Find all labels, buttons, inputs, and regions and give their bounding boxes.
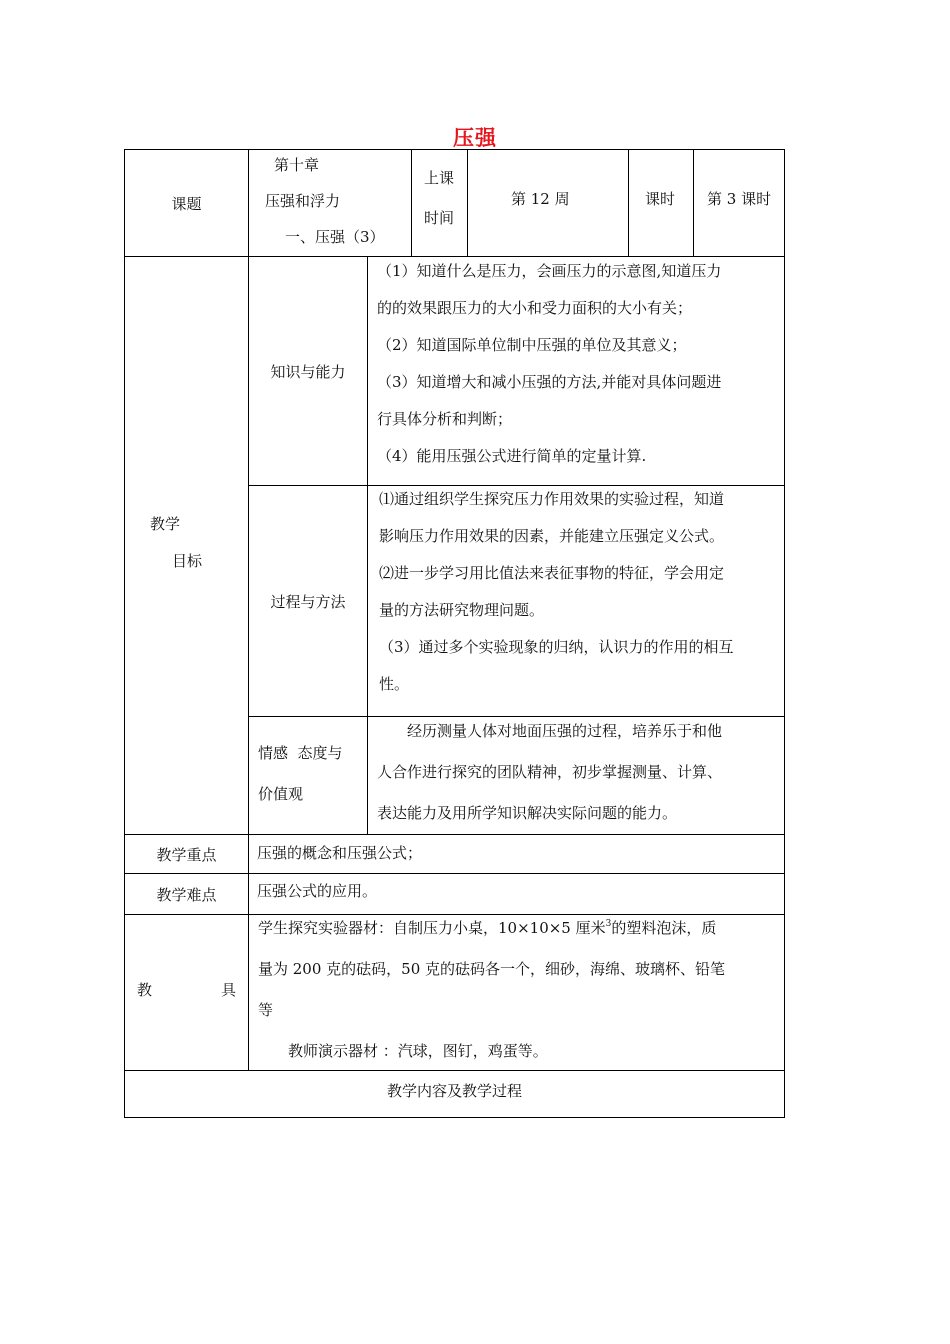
class-time-label-1: 上课 xyxy=(424,169,455,187)
difficulty-label: 教学难点 xyxy=(156,885,217,904)
knowledge-line: 行具体分析和判断； xyxy=(377,410,513,428)
week-cell xyxy=(467,149,629,257)
key-point-label: 教学重点 xyxy=(156,845,217,864)
knowledge-line: （3）知道增大和减小压强的方法,并能对具体问题进 xyxy=(377,373,722,391)
period-label-cell xyxy=(628,149,694,257)
subject-label: 课题 xyxy=(171,194,202,213)
cubic-superscript: 3 xyxy=(605,919,612,929)
knowledge-line: （1）知道什么是压力，会画压力的示意图,知道压力 xyxy=(377,262,722,280)
class-time-label-cell xyxy=(411,149,468,257)
knowledge-line: 的的效果跟压力的大小和受力面积的大小有关； xyxy=(377,299,693,317)
knowledge-line: （4）能用压强公式进行简单的定量计算. xyxy=(377,447,647,465)
page-title: 压强 xyxy=(453,126,497,150)
equipment-label-1: 教 xyxy=(137,981,153,999)
chapter-line-3: 一、压强（3） xyxy=(285,228,385,246)
process-line: ⑵进一步学习用比值法来表征事物的特征，学会用定 xyxy=(379,564,725,582)
process-line: （3）通过多个实验现象的归纳，认识力的作用的相互 xyxy=(379,638,734,656)
objectives-label-1: 教学 xyxy=(150,515,181,533)
key-point-text: 压强的概念和压强公式； xyxy=(257,844,423,862)
knowledge-label-cell xyxy=(248,256,368,486)
emotion-label-cell xyxy=(248,716,368,835)
emotion-label-2: 价值观 xyxy=(258,785,304,803)
emotion-line: 经历测量人体对地面压强的过程，培养乐于和他 xyxy=(377,722,723,740)
period-value: 第 3 课时 xyxy=(707,190,772,208)
equipment-label-2: 具 xyxy=(221,981,237,999)
equipment-line-4: 教师演示器材 ：汽球，图钉，鸡蛋等。 xyxy=(258,1042,548,1060)
knowledge-label: 知识与能力 xyxy=(270,362,346,381)
chapter-cell xyxy=(248,149,412,257)
equipment-line-2: 量为 200 克的砝码，50 克的砝码各一个，细砂，海绵、玻璃杯、铅笔 xyxy=(258,960,726,978)
subject-label-cell xyxy=(124,149,249,257)
objectives-label-cell xyxy=(124,256,249,835)
equipment-line-1: 学生探究实验器材：自制压力小桌，10×10×5 厘米$^3$的塑料泡沫，质 xyxy=(258,919,717,937)
key-point-content-cell xyxy=(248,834,785,874)
process-line: 影响压力作用效果的因素，并能建立压强定义公式。 xyxy=(379,527,725,545)
process-footer-label: 教学内容及教学过程 xyxy=(386,1082,522,1100)
equipment-label-cell xyxy=(124,914,249,1071)
knowledge-line: （2）知道国际单位制中压强的单位及其意义； xyxy=(377,336,687,354)
chapter-line-2: 压强和浮力 xyxy=(265,192,341,210)
process-line: 量的方法研究物理问题。 xyxy=(379,601,545,619)
chapter-line-1: 第十章 xyxy=(274,156,320,174)
period-value-cell xyxy=(693,149,785,257)
equipment-content-cell xyxy=(248,914,785,1071)
emotion-line: 人合作进行探究的团队精神，初步掌握测量、计算、 xyxy=(377,763,723,781)
emotion-content-cell xyxy=(367,716,785,835)
week-value: 第 12 周 xyxy=(511,190,570,208)
emotion-label-1: 情感 态度与 xyxy=(258,744,343,762)
emotion-line: 表达能力及用所学知识解决实际问题的能力。 xyxy=(377,804,678,822)
process-label-cell xyxy=(248,485,368,717)
difficulty-text: 压强公式的应用。 xyxy=(257,882,378,900)
difficulty-label-cell xyxy=(124,873,249,915)
process-footer-cell xyxy=(124,1070,785,1118)
period-label: 课时 xyxy=(645,190,676,208)
process-line: ⑴通过组织学生探究压力作用效果的实验过程，知道 xyxy=(379,490,725,508)
process-line: 性。 xyxy=(379,675,410,693)
class-time-label-2: 时间 xyxy=(424,209,455,227)
equipment-line-3: 等 xyxy=(258,1001,274,1019)
process-label: 过程与方法 xyxy=(270,592,346,611)
knowledge-content-cell xyxy=(367,256,785,486)
objectives-label-2: 目标 xyxy=(172,552,203,570)
process-content-cell xyxy=(367,485,785,717)
key-point-label-cell xyxy=(124,834,249,874)
